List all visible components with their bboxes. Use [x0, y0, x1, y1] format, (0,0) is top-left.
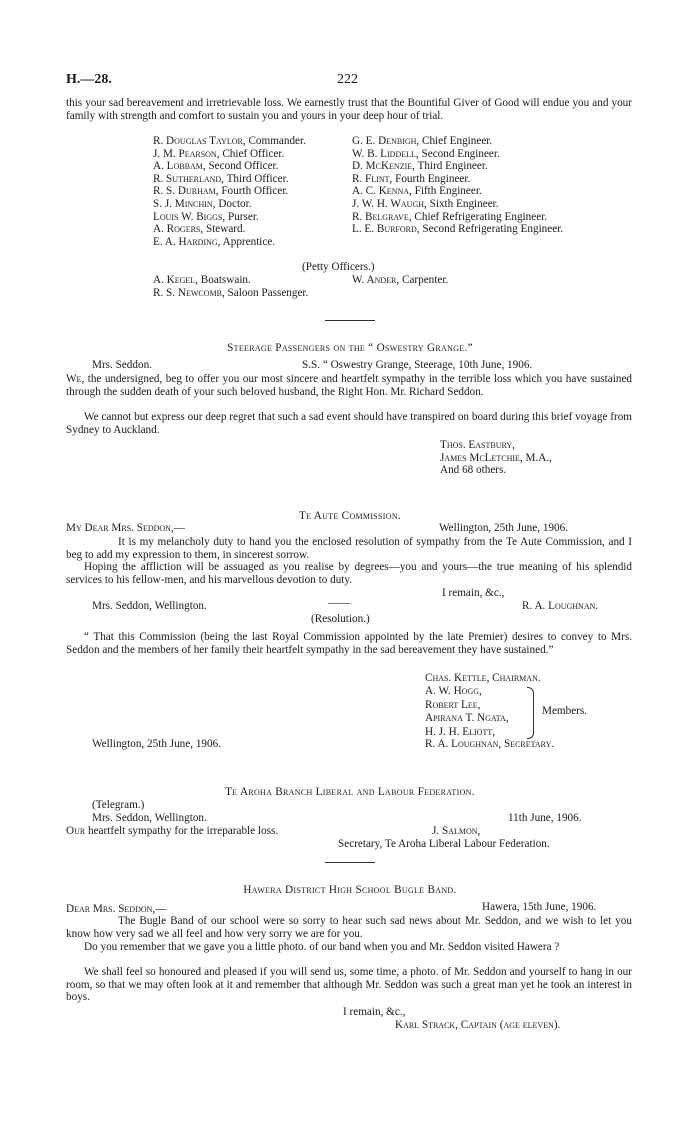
officer-entry	[153, 274, 308, 287]
lead-word: We	[66, 373, 82, 385]
officer-role: , Doctor.	[212, 197, 252, 210]
officer-role: , Purser.	[222, 210, 259, 223]
officer-role: , Fourth Officer.	[215, 185, 289, 198]
officer-name: A. C. Kenna	[352, 185, 410, 198]
signatory: Thos. Eastbury,	[440, 439, 515, 451]
steerage-paragraph-1	[66, 373, 632, 398]
officer-entry	[352, 198, 563, 211]
te-aute-heading: Te Aute Commission.	[298, 510, 402, 522]
steerage-signatories	[440, 439, 552, 477]
officer-role: , Chief Refrigerating Engineer.	[408, 210, 548, 223]
hawera-closing: I remain, &c.,	[343, 1006, 406, 1018]
officer-role: , Second Engineer.	[415, 147, 500, 160]
te-aroha-message	[66, 825, 278, 838]
officer-name: J. M. Pearson	[153, 147, 217, 160]
petty-officers-left	[153, 274, 308, 299]
officer-entry	[352, 211, 563, 224]
document-code: H.—28.	[66, 72, 112, 87]
te-aute-dash: ——	[328, 597, 351, 609]
officer-name: J. W. H. Waugh	[352, 197, 425, 210]
officer-name: A. Kegel	[153, 274, 196, 286]
officer-entry	[153, 185, 306, 198]
petty-officers-right	[352, 274, 448, 287]
officer-role: , Apprentice.	[217, 235, 276, 248]
officer-name: W. B. Liddell	[352, 147, 416, 160]
officer-entry	[352, 173, 563, 186]
commission-chairman	[425, 672, 541, 685]
te-aroha-date: 11th June, 1906.	[508, 812, 582, 824]
te-aute-closing: I remain, &c.,	[442, 587, 505, 599]
hawera-paragraph-1: The Bugle Band of our school were so sorry to hear such sad news about Mr. Seddon, and we wish to let you know how very sad we all feel and how very sorry we are for you.	[66, 915, 632, 940]
hawera-signer-name: Karl Strack, Captain (age eleven).	[395, 1019, 561, 1031]
member: H. J. H. Eliott,	[425, 725, 496, 738]
hawera-paragraph-2: Do you remember that we gave you a little photo. of our band when you and Mr. Seddon visited Hawera ?	[84, 941, 560, 953]
officer-name: R. Douglas Taylor	[153, 135, 243, 147]
resolution-text: “ That this Commission (being the last Royal Commission appointed by the late Premier) desires to convey to Mrs. Seddon and the members of her family their heartfelt sympathy in the sad bereavement they have sustained.”	[66, 631, 632, 656]
officer-name: R. S. Durham	[153, 185, 216, 198]
officer-name: R. S. Newcomb	[153, 286, 222, 299]
officer-entry	[352, 148, 563, 161]
lead-word: Our	[66, 825, 86, 837]
officer-role: , Steward.	[200, 223, 246, 236]
te-aroha-signer-title: Secretary, Te Aroha Liberal Labour Federation.	[338, 838, 550, 850]
commission-members	[425, 685, 509, 739]
te-aute-salutation: My Dear Mrs. Seddon,—	[66, 522, 185, 534]
officer-entry	[153, 173, 306, 186]
officer-entry	[153, 148, 306, 161]
officer-entry	[153, 198, 306, 211]
chairman-name: Chas. Kettle, Chairman.	[425, 672, 541, 684]
te-aroha-addressee: Mrs. Seddon, Wellington.	[92, 812, 207, 824]
section-divider	[325, 862, 375, 863]
te-aute-paragraph-1: It is my melancholy duty to hand you the enclosed resolution of sympathy from the Te Aute Commission, and I beg to add my expression to them, in sincerest sorrow.	[66, 536, 632, 561]
officer-entry	[153, 223, 306, 236]
officer-role: , Boatswain.	[195, 274, 251, 286]
officer-entry	[352, 223, 563, 236]
officer-entry	[153, 160, 306, 173]
officer-entry	[352, 135, 563, 148]
resolution-label: (Resolution.)	[311, 613, 370, 625]
signatory: And 68 others.	[440, 464, 507, 477]
officer-name: A. Lobbam	[153, 160, 203, 173]
hawera-paragraph-3: We shall feel so honoured and pleased if you will send us, some time, a photo. of Mr. Seddon and yourself to hang in our room, so that we may often look at it and remember that although Mr. Seddon was such a great man yet he took an interest in boys.	[66, 966, 632, 1004]
te-aute-dateline: Wellington, 25th June, 1906.	[439, 522, 568, 534]
hawera-signer	[395, 1019, 560, 1032]
officer-role: , Sixth Engineer.	[424, 197, 499, 210]
officer-role: , Third Engineer.	[412, 160, 488, 173]
telegram-label: (Telegram.)	[92, 799, 145, 811]
officer-name: R. Belgrave	[352, 210, 409, 223]
officer-name: R. Sutherland	[153, 172, 222, 185]
officer-entry	[153, 236, 306, 249]
officer-name: R. Flint	[352, 172, 390, 185]
members-label: Members.	[542, 705, 588, 717]
officer-role: , Third Officer.	[221, 172, 289, 185]
officer-entry	[153, 135, 306, 148]
officer-name: A. Rogers	[153, 223, 201, 236]
steerage-heading: Steerage Passengers on the “ Oswestry Grange.”	[227, 342, 473, 354]
te-aute-signer: R. A. Loughnan.	[522, 600, 599, 612]
te-aroha-signer: J. Salmon,	[432, 825, 481, 837]
member: Robert Lee,	[425, 698, 481, 711]
hawera-heading: Hawera District High School Bugle Band.	[243, 884, 457, 896]
officer-entry	[153, 287, 308, 300]
officer-name: E. A. Harding	[153, 235, 218, 248]
member: A. W. Hogg,	[425, 685, 482, 697]
commission-secretary: R. A. Loughnan, Secretary.	[425, 738, 555, 750]
te-aroha-heading: Te Aroha Branch Liberal and Labour Federation.	[225, 786, 475, 798]
officer-entry	[352, 185, 563, 198]
officer-role: , Fourth Engineer.	[389, 172, 471, 185]
members-brace	[527, 687, 534, 739]
steerage-paragraph-1-text: , the undersigned, beg to offer you our most sincere and heartfelt sympathy in the terrible loss which you have sustained through the sudden death of your such beloved husband, the Right Hon. Mr. Richard Seddon.	[66, 373, 632, 398]
officer-role: , Chief Engineer.	[416, 135, 493, 147]
officers-right-column	[352, 135, 563, 236]
page-number: 222	[337, 72, 358, 87]
officer-role: , Commander.	[242, 135, 306, 147]
officer-role: , Fifth Engineer.	[409, 185, 482, 198]
hawera-salutation: Dear Mrs. Seddon,—	[66, 903, 167, 915]
hawera-dateline: Hawera, 15th June, 1906.	[482, 901, 597, 913]
resolution-place-date: Wellington, 25th June, 1906.	[92, 738, 221, 750]
officer-role: , Saloon Passenger.	[221, 286, 309, 299]
officer-name: Louis W. Biggs	[153, 210, 223, 223]
signatory: James McLetchie, M.A.,	[440, 451, 552, 464]
steerage-paragraph-2: We cannot but express our deep regret that such a sad event should have transpired on board during this brief voyage from Sydney to Auckland.	[66, 411, 632, 436]
officers-left-column	[153, 135, 306, 248]
intro-paragraph: this your sad bereavement and irretrievable loss. We earnestly trust that the Bountiful Giver of Good will endue you and your family with strength and comfort to sustain you and yours in your deep hour of trial.	[66, 97, 632, 122]
officer-role: , Carpenter.	[396, 274, 449, 286]
officer-name: G. E. Denbigh	[352, 135, 417, 147]
officer-name: S. J. Minchin	[153, 197, 213, 210]
officer-name: W. Ander	[352, 274, 397, 286]
officer-entry	[352, 160, 563, 173]
te-aute-paragraph-2: Hoping the affliction will be assuaged as you realise by degrees—you and yours—the true meaning of his splendid services to his fellow-men, and his marvellous devotion to duty.	[66, 561, 632, 586]
section-divider	[325, 320, 375, 321]
te-aute-addressee: Mrs. Seddon, Wellington.	[92, 600, 207, 612]
member: Apirana T. Ngata,	[425, 712, 509, 724]
officer-name: D. McKenzie	[352, 160, 413, 173]
officer-role: , Second Refrigerating Engineer.	[416, 223, 564, 236]
officer-entry	[153, 211, 306, 224]
steerage-addressee: Mrs. Seddon.	[92, 359, 152, 371]
officer-role: , Second Officer.	[202, 160, 279, 173]
petty-officers-heading: (Petty Officers.)	[302, 261, 375, 273]
officer-name: L. E. Burford	[352, 223, 417, 236]
steerage-dateline: S.S. “ Oswestry Grange, Steerage, 10th June, 1906.	[302, 359, 533, 371]
te-aroha-message-text: heartfelt sympathy for the irreparable loss.	[85, 825, 279, 837]
officer-role: , Chief Officer.	[216, 147, 285, 160]
